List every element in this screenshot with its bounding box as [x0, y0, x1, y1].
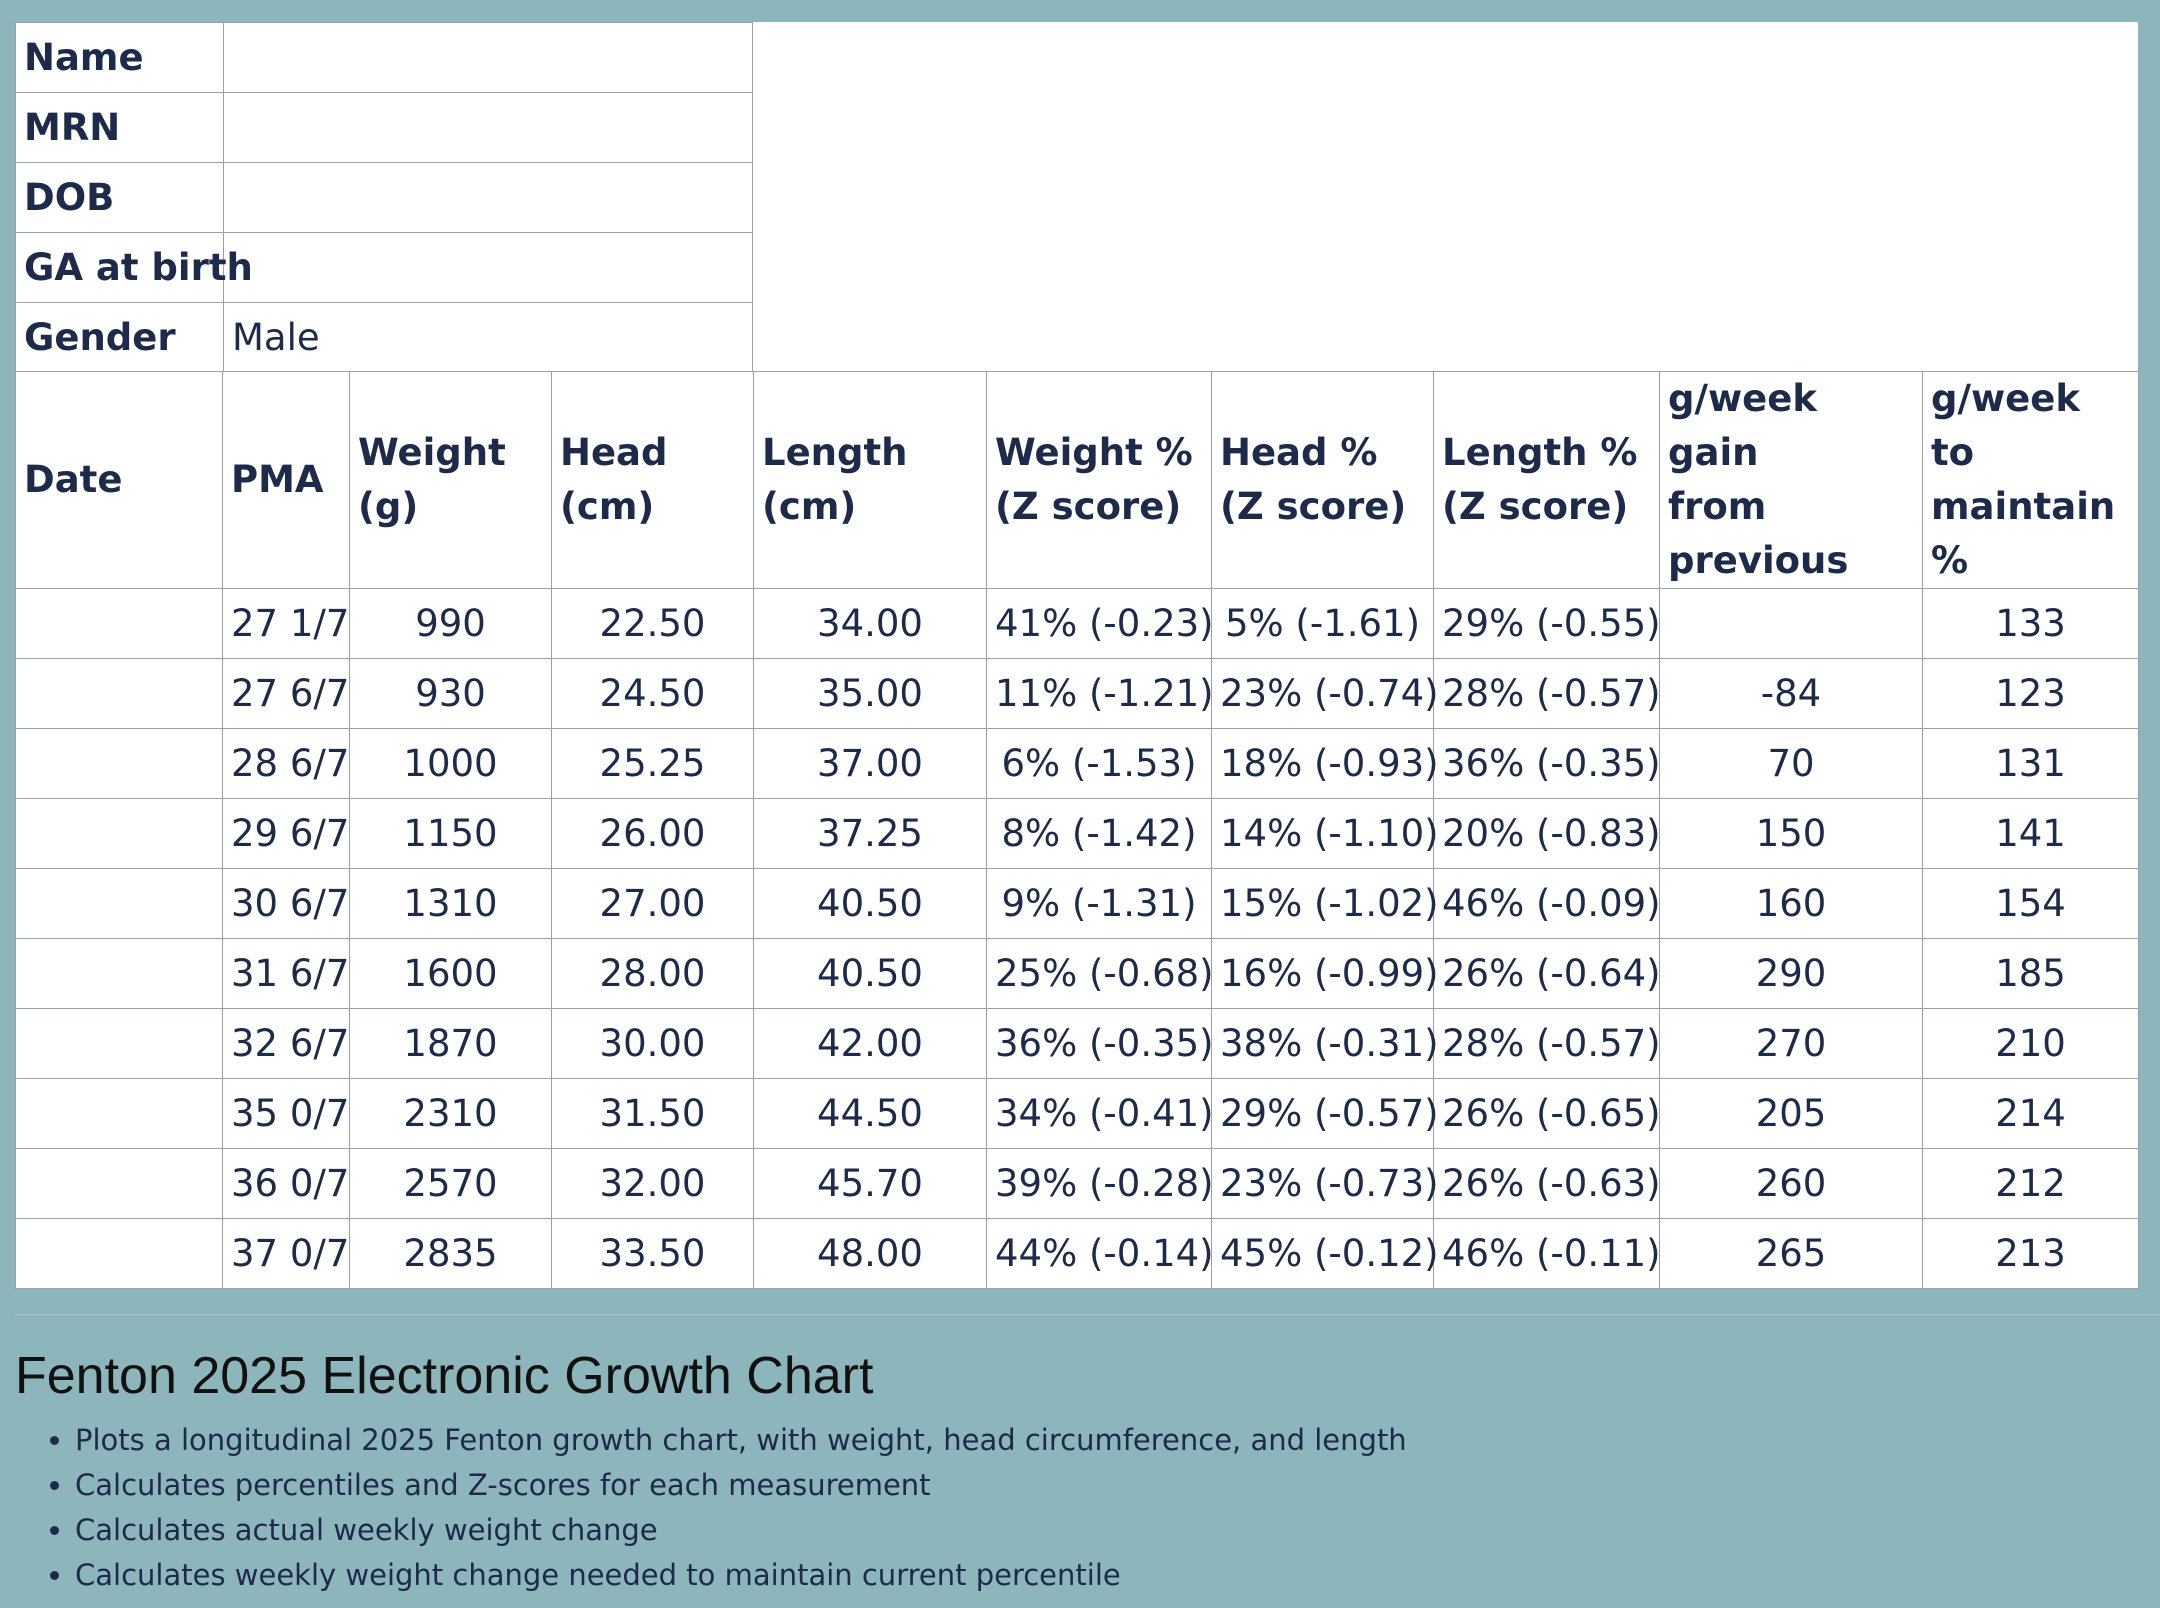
col-header-head-percentile — [1212, 372, 1434, 589]
cell-weekly-gain — [1660, 589, 1923, 659]
patient-field-row — [16, 303, 753, 373]
cell-maintain: 210 — [1923, 1009, 2139, 1079]
cell-maintain: 154 — [1923, 869, 2139, 939]
cell-weekly-gain: 270 — [1660, 1009, 1923, 1079]
cell-head: 31.50 — [552, 1079, 754, 1149]
cell-maintain: 212 — [1923, 1149, 2139, 1219]
col-header-weight-percentile — [987, 372, 1212, 589]
cell-length: 45.70 — [754, 1149, 987, 1219]
table-row — [16, 1079, 2139, 1149]
patient-field-label: Gender — [16, 303, 224, 373]
table-row — [16, 869, 2139, 939]
cell-weight-percentile: 39% (-0.28) — [987, 1149, 1212, 1219]
cell-weight: 1870 — [350, 1009, 552, 1079]
cell-maintain: 133 — [1923, 589, 2139, 659]
cell-pma: 27 1/7 — [223, 589, 350, 659]
cell-weekly-gain: 205 — [1660, 1079, 1923, 1149]
patient-field-row — [16, 23, 753, 93]
header-line: (Z score) — [1442, 485, 1629, 528]
cell-length-percentile: 46% (-0.09) — [1434, 869, 1660, 939]
cell-head-percentile: 18% (-0.93) — [1212, 729, 1434, 799]
cell-length-percentile: 36% (-0.35) — [1434, 729, 1660, 799]
cell-head-percentile: 15% (-1.02) — [1212, 869, 1434, 939]
cell-weight-percentile: 41% (-0.23) — [987, 589, 1212, 659]
cell-length: 37.25 — [754, 799, 987, 869]
table-row — [16, 1149, 2139, 1219]
cell-date — [16, 659, 223, 729]
cell-head-percentile: 14% (-1.10) — [1212, 799, 1434, 869]
cell-weekly-gain: 290 — [1660, 939, 1923, 1009]
cell-head: 22.50 — [552, 589, 754, 659]
feature-list — [15, 1418, 1407, 1598]
cell-weight-percentile: 11% (-1.21) — [987, 659, 1212, 729]
cell-length-percentile: 20% (-0.83) — [1434, 799, 1660, 869]
cell-length-percentile: 28% (-0.57) — [1434, 659, 1660, 729]
cell-length: 40.50 — [754, 869, 987, 939]
cell-head-percentile: 23% (-0.73) — [1212, 1149, 1434, 1219]
cell-length: 34.00 — [754, 589, 987, 659]
cell-head: 28.00 — [552, 939, 754, 1009]
col-header-maintain — [1923, 372, 2139, 589]
cell-weight-percentile: 34% (-0.41) — [987, 1079, 1212, 1149]
cell-length: 44.50 — [754, 1079, 987, 1149]
section-divider — [15, 1314, 2160, 1315]
cell-head-percentile: 5% (-1.61) — [1212, 589, 1434, 659]
header-line: (Z score) — [1220, 485, 1407, 528]
header-line: Weight % — [995, 431, 1193, 474]
cell-date — [16, 729, 223, 799]
cell-pma: 29 6/7 — [223, 799, 350, 869]
cell-weekly-gain: 160 — [1660, 869, 1923, 939]
cell-length: 42.00 — [754, 1009, 987, 1079]
cell-date — [16, 939, 223, 1009]
cell-length-percentile: 28% (-0.57) — [1434, 1009, 1660, 1079]
cell-length-percentile: 26% (-0.64) — [1434, 939, 1660, 1009]
table-row — [16, 799, 2139, 869]
patient-field-label: Name — [16, 23, 224, 93]
patient-field-row — [16, 163, 753, 233]
cell-length: 37.00 — [754, 729, 987, 799]
cell-length: 35.00 — [754, 659, 987, 729]
cell-maintain: 185 — [1923, 939, 2139, 1009]
cell-head: 27.00 — [552, 869, 754, 939]
cell-weight-percentile: 25% (-0.68) — [987, 939, 1212, 1009]
cell-head-percentile: 45% (-0.12) — [1212, 1219, 1434, 1289]
cell-pma: 31 6/7 — [223, 939, 350, 1009]
cell-weight-percentile: 9% (-1.31) — [987, 869, 1212, 939]
cell-weekly-gain: 70 — [1660, 729, 1923, 799]
patient-field-value: Male — [224, 303, 753, 373]
table-row — [16, 1219, 2139, 1289]
cell-length-percentile: 46% (-0.11) — [1434, 1219, 1660, 1289]
feature-item: • Calculates actual weekly weight change — [75, 1508, 1407, 1553]
col-header-length-percentile — [1434, 372, 1660, 589]
header-line: Head % — [1220, 431, 1378, 474]
feature-item: • Calculates percentiles and Z-scores for each measurement — [75, 1463, 1407, 1508]
cell-weight-percentile: 8% (-1.42) — [987, 799, 1212, 869]
header-line: from previous — [1668, 485, 1849, 582]
cell-weekly-gain: -84 — [1660, 659, 1923, 729]
header-line: g/week gain — [1668, 377, 1817, 474]
cell-head: 33.50 — [552, 1219, 754, 1289]
cell-length-percentile: 26% (-0.65) — [1434, 1079, 1660, 1149]
patient-field-value — [224, 233, 753, 303]
cell-date — [16, 1079, 223, 1149]
col-header-date: Date — [16, 372, 223, 589]
cell-date — [16, 869, 223, 939]
patient-field-value — [224, 23, 753, 93]
col-header-weekly-gain — [1660, 372, 1923, 589]
cell-pma: 35 0/7 — [223, 1079, 350, 1149]
cell-head-percentile: 23% (-0.74) — [1212, 659, 1434, 729]
patient-info-table — [15, 22, 753, 373]
patient-field-row — [16, 93, 753, 163]
col-header-weight: Weight (g) — [350, 372, 552, 589]
patient-field-label: DOB — [16, 163, 224, 233]
cell-head: 24.50 — [552, 659, 754, 729]
growth-measurements-table — [15, 371, 2139, 1289]
feature-item: • Plots a longitudinal 2025 Fenton growth chart, with weight, head circumference, and length — [75, 1418, 1407, 1463]
cell-head: 30.00 — [552, 1009, 754, 1079]
cell-weight: 930 — [350, 659, 552, 729]
cell-weight: 1150 — [350, 799, 552, 869]
cell-pma: 37 0/7 — [223, 1219, 350, 1289]
cell-head: 32.00 — [552, 1149, 754, 1219]
cell-maintain: 213 — [1923, 1219, 2139, 1289]
cell-head-percentile: 29% (-0.57) — [1212, 1079, 1434, 1149]
cell-length-percentile: 29% (-0.55) — [1434, 589, 1660, 659]
cell-pma: 36 0/7 — [223, 1149, 350, 1219]
cell-date — [16, 1219, 223, 1289]
cell-weight: 1000 — [350, 729, 552, 799]
info-title: Fenton 2025 Electronic Growth Chart — [15, 1347, 874, 1405]
cell-head: 25.25 — [552, 729, 754, 799]
cell-weight: 2310 — [350, 1079, 552, 1149]
cell-length: 40.50 — [754, 939, 987, 1009]
col-header-pma: PMA — [223, 372, 350, 589]
cell-maintain: 131 — [1923, 729, 2139, 799]
cell-weekly-gain: 150 — [1660, 799, 1923, 869]
header-line: Length % — [1442, 431, 1638, 474]
cell-pma: 32 6/7 — [223, 1009, 350, 1079]
cell-weight: 1310 — [350, 869, 552, 939]
cell-date — [16, 1149, 223, 1219]
cell-length-percentile: 26% (-0.63) — [1434, 1149, 1660, 1219]
cell-weekly-gain: 265 — [1660, 1219, 1923, 1289]
table-row — [16, 729, 2139, 799]
cell-pma: 27 6/7 — [223, 659, 350, 729]
cell-maintain: 123 — [1923, 659, 2139, 729]
table-row — [16, 1009, 2139, 1079]
cell-head: 26.00 — [552, 799, 754, 869]
cell-date — [16, 589, 223, 659]
patient-field-value — [224, 93, 753, 163]
header-line: g/week to — [1931, 377, 2080, 474]
table-row — [16, 939, 2139, 1009]
cell-weight: 1600 — [350, 939, 552, 1009]
cell-weight-percentile: 6% (-1.53) — [987, 729, 1212, 799]
patient-field-label: MRN — [16, 93, 224, 163]
cell-maintain: 141 — [1923, 799, 2139, 869]
patient-field-label: GA at birth — [16, 233, 224, 303]
cell-weight: 2570 — [350, 1149, 552, 1219]
cell-length: 48.00 — [754, 1219, 987, 1289]
table-row — [16, 589, 2139, 659]
cell-weight: 990 — [350, 589, 552, 659]
patient-field-value — [224, 163, 753, 233]
cell-weekly-gain: 260 — [1660, 1149, 1923, 1219]
header-blank-area — [753, 22, 2138, 372]
cell-pma: 30 6/7 — [223, 869, 350, 939]
table-header-row — [16, 372, 2139, 589]
cell-weight: 2835 — [350, 1219, 552, 1289]
cell-weight-percentile: 44% (-0.14) — [987, 1219, 1212, 1289]
cell-head-percentile: 38% (-0.31) — [1212, 1009, 1434, 1079]
cell-maintain: 214 — [1923, 1079, 2139, 1149]
col-header-head: Head (cm) — [552, 372, 754, 589]
patient-field-row — [16, 233, 753, 303]
cell-date — [16, 799, 223, 869]
table-row — [16, 659, 2139, 729]
cell-pma: 28 6/7 — [223, 729, 350, 799]
header-line: maintain % — [1931, 485, 2116, 582]
cell-date — [16, 1009, 223, 1079]
header-line: (Z score) — [995, 485, 1182, 528]
feature-item: • Calculates weekly weight change needed to maintain current percentile — [75, 1553, 1407, 1598]
cell-head-percentile: 16% (-0.99) — [1212, 939, 1434, 1009]
cell-weight-percentile: 36% (-0.35) — [987, 1009, 1212, 1079]
col-header-length: Length (cm) — [754, 372, 987, 589]
